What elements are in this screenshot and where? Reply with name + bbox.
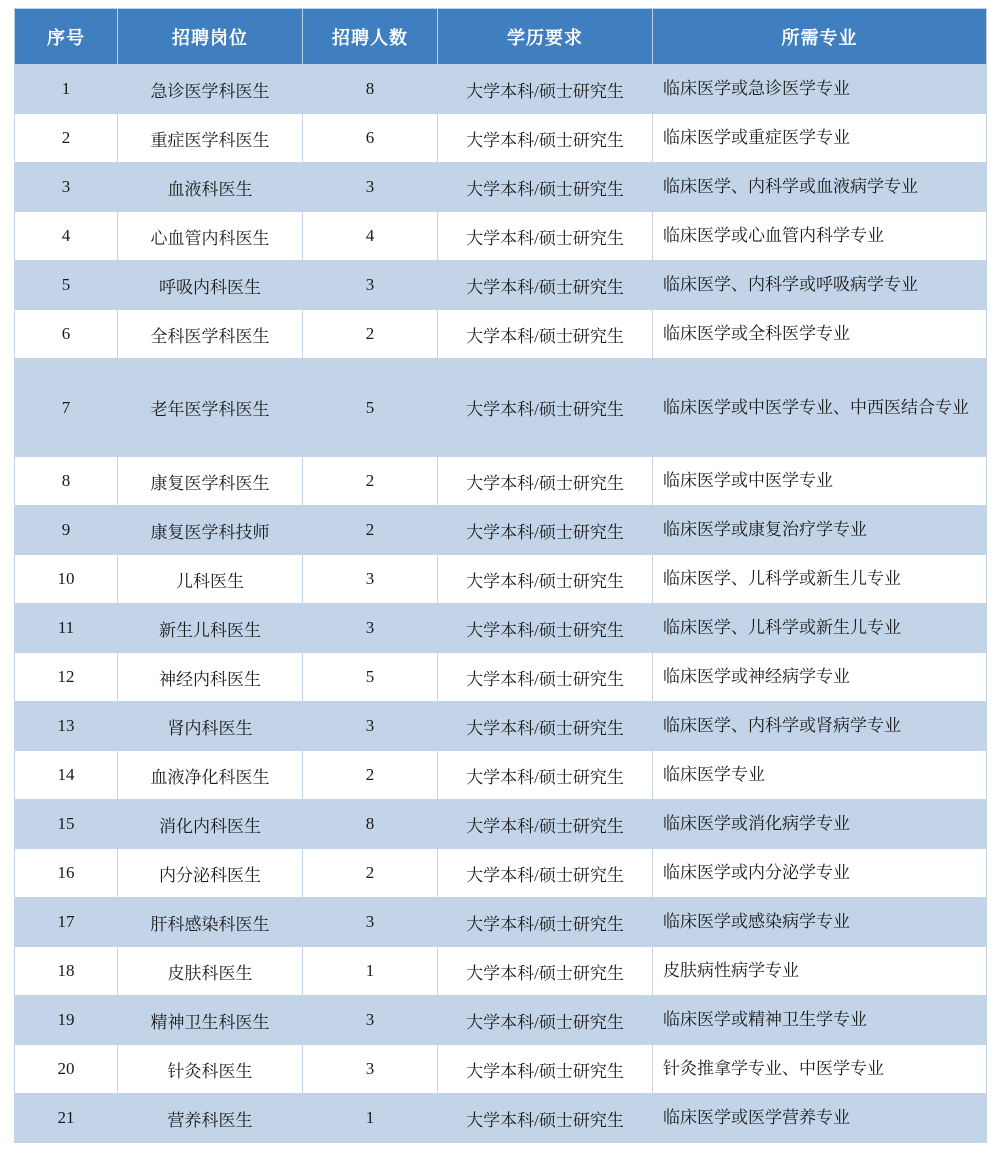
cell-post: 重症医学科医生 [118, 114, 303, 163]
cell-post: 老年医学科医生 [118, 359, 303, 457]
table-row [15, 359, 987, 457]
cell-major: 针灸推拿学专业、中医学专业 [653, 1045, 987, 1094]
cell-education: 大学本科/硕士研究生 [438, 506, 653, 555]
cell-major: 临床医学、儿科学或新生儿专业 [653, 555, 987, 604]
cell-index: 10 [15, 555, 118, 604]
table-body [15, 65, 987, 1143]
cell-count: 3 [303, 898, 438, 947]
cell-count: 3 [303, 702, 438, 751]
cell-post: 康复医学科医生 [118, 457, 303, 506]
cell-index: 11 [15, 604, 118, 653]
cell-count: 2 [303, 506, 438, 555]
cell-index: 12 [15, 653, 118, 702]
cell-count: 5 [303, 653, 438, 702]
cell-count: 1 [303, 1094, 438, 1143]
table-row [15, 65, 987, 114]
cell-major: 临床医学、内科学或呼吸病学专业 [653, 261, 987, 310]
table-row [15, 800, 987, 849]
cell-major: 临床医学或神经病学专业 [653, 653, 987, 702]
cell-count: 3 [303, 1045, 438, 1094]
cell-post: 精神卫生科医生 [118, 996, 303, 1045]
table-row [15, 457, 987, 506]
table-row [15, 947, 987, 996]
cell-post: 血液科医生 [118, 163, 303, 212]
recruitment-table [14, 8, 987, 1143]
table-row [15, 653, 987, 702]
cell-post: 肾内科医生 [118, 702, 303, 751]
table-row [15, 1045, 987, 1094]
cell-index: 20 [15, 1045, 118, 1094]
table-row [15, 212, 987, 261]
cell-major: 临床医学或消化病学专业 [653, 800, 987, 849]
cell-index: 9 [15, 506, 118, 555]
cell-education: 大学本科/硕士研究生 [438, 653, 653, 702]
cell-education: 大学本科/硕士研究生 [438, 1045, 653, 1094]
cell-count: 5 [303, 359, 438, 457]
cell-index: 8 [15, 457, 118, 506]
cell-count: 2 [303, 751, 438, 800]
cell-post: 消化内科医生 [118, 800, 303, 849]
cell-education: 大学本科/硕士研究生 [438, 947, 653, 996]
cell-major: 临床医学或内分泌学专业 [653, 849, 987, 898]
table-row [15, 114, 987, 163]
table-row [15, 555, 987, 604]
cell-post: 儿科医生 [118, 555, 303, 604]
cell-index: 3 [15, 163, 118, 212]
cell-major: 临床医学或精神卫生学专业 [653, 996, 987, 1045]
cell-index: 1 [15, 65, 118, 114]
cell-education: 大学本科/硕士研究生 [438, 555, 653, 604]
cell-major: 临床医学或心血管内科学专业 [653, 212, 987, 261]
cell-index: 16 [15, 849, 118, 898]
cell-education: 大学本科/硕士研究生 [438, 457, 653, 506]
cell-major: 临床医学或中医学专业 [653, 457, 987, 506]
cell-count: 8 [303, 800, 438, 849]
cell-education: 大学本科/硕士研究生 [438, 261, 653, 310]
cell-education: 大学本科/硕士研究生 [438, 898, 653, 947]
table-row [15, 996, 987, 1045]
cell-education: 大学本科/硕士研究生 [438, 604, 653, 653]
cell-education: 大学本科/硕士研究生 [438, 702, 653, 751]
cell-index: 17 [15, 898, 118, 947]
table-row [15, 849, 987, 898]
cell-education: 大学本科/硕士研究生 [438, 359, 653, 457]
cell-count: 3 [303, 604, 438, 653]
cell-index: 4 [15, 212, 118, 261]
table-row [15, 604, 987, 653]
cell-major: 临床医学或感染病学专业 [653, 898, 987, 947]
cell-post: 内分泌科医生 [118, 849, 303, 898]
cell-index: 15 [15, 800, 118, 849]
cell-post: 急诊医学科医生 [118, 65, 303, 114]
cell-index: 19 [15, 996, 118, 1045]
cell-index: 6 [15, 310, 118, 359]
cell-index: 14 [15, 751, 118, 800]
cell-post: 心血管内科医生 [118, 212, 303, 261]
table-row [15, 310, 987, 359]
cell-post: 康复医学科技师 [118, 506, 303, 555]
cell-count: 3 [303, 996, 438, 1045]
cell-education: 大学本科/硕士研究生 [438, 114, 653, 163]
cell-index: 5 [15, 261, 118, 310]
cell-index: 18 [15, 947, 118, 996]
cell-major: 临床医学专业 [653, 751, 987, 800]
header-post: 招聘岗位 [118, 9, 303, 65]
cell-post: 神经内科医生 [118, 653, 303, 702]
cell-count: 4 [303, 212, 438, 261]
table-row [15, 261, 987, 310]
cell-major: 临床医学或急诊医学专业 [653, 65, 987, 114]
cell-post: 新生儿科医生 [118, 604, 303, 653]
cell-count: 2 [303, 457, 438, 506]
cell-index: 21 [15, 1094, 118, 1143]
cell-education: 大学本科/硕士研究生 [438, 163, 653, 212]
table-row [15, 751, 987, 800]
table-row [15, 506, 987, 555]
cell-major: 临床医学、内科学或血液病学专业 [653, 163, 987, 212]
header-index: 序号 [15, 9, 118, 65]
cell-index: 13 [15, 702, 118, 751]
cell-education: 大学本科/硕士研究生 [438, 212, 653, 261]
table-row [15, 898, 987, 947]
cell-major: 临床医学或中医学专业、中西医结合专业 [653, 359, 987, 457]
cell-major: 临床医学或康复治疗学专业 [653, 506, 987, 555]
cell-count: 3 [303, 261, 438, 310]
cell-education: 大学本科/硕士研究生 [438, 800, 653, 849]
cell-post: 皮肤科医生 [118, 947, 303, 996]
header-row [15, 9, 987, 65]
cell-education: 大学本科/硕士研究生 [438, 751, 653, 800]
cell-post: 全科医学科医生 [118, 310, 303, 359]
table-row [15, 163, 987, 212]
table-row [15, 702, 987, 751]
cell-education: 大学本科/硕士研究生 [438, 310, 653, 359]
cell-education: 大学本科/硕士研究生 [438, 65, 653, 114]
cell-index: 7 [15, 359, 118, 457]
cell-post: 针灸科医生 [118, 1045, 303, 1094]
cell-education: 大学本科/硕士研究生 [438, 849, 653, 898]
cell-major: 皮肤病性病学专业 [653, 947, 987, 996]
cell-major: 临床医学、内科学或肾病学专业 [653, 702, 987, 751]
cell-count: 2 [303, 849, 438, 898]
header-major: 所需专业 [653, 9, 987, 65]
table-header [15, 9, 987, 65]
cell-post: 血液净化科医生 [118, 751, 303, 800]
cell-post: 呼吸内科医生 [118, 261, 303, 310]
cell-count: 3 [303, 555, 438, 604]
cell-count: 2 [303, 310, 438, 359]
cell-major: 临床医学或全科医学专业 [653, 310, 987, 359]
cell-major: 临床医学或重症医学专业 [653, 114, 987, 163]
cell-major: 临床医学或医学营养专业 [653, 1094, 987, 1143]
cell-count: 8 [303, 65, 438, 114]
cell-education: 大学本科/硕士研究生 [438, 1094, 653, 1143]
cell-education: 大学本科/硕士研究生 [438, 996, 653, 1045]
cell-post: 营养科医生 [118, 1094, 303, 1143]
header-count: 招聘人数 [303, 9, 438, 65]
cell-major: 临床医学、儿科学或新生儿专业 [653, 604, 987, 653]
cell-count: 6 [303, 114, 438, 163]
cell-count: 1 [303, 947, 438, 996]
cell-index: 2 [15, 114, 118, 163]
table-row [15, 1094, 987, 1143]
header-education: 学历要求 [438, 9, 653, 65]
cell-count: 3 [303, 163, 438, 212]
cell-post: 肝科感染科医生 [118, 898, 303, 947]
